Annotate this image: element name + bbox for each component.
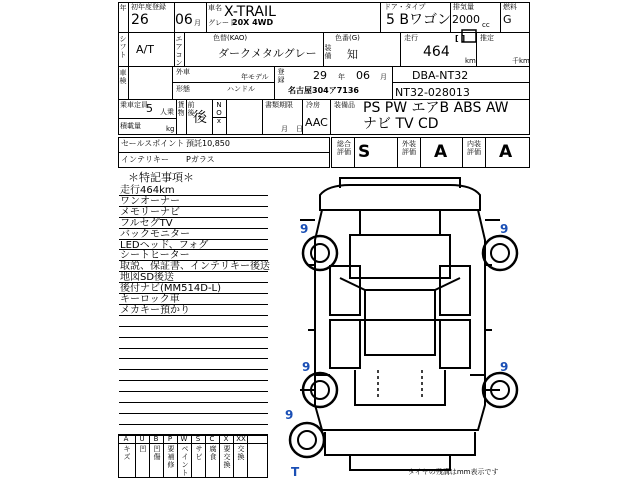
shape-label: 形態 — [176, 85, 190, 93]
tire-depth-spare: 9 — [285, 408, 294, 422]
drive-label: 前後 — [187, 101, 195, 117]
overall-grade-label: 総合評価 — [337, 140, 351, 156]
notes-rule — [119, 402, 268, 403]
overall-grade: S — [358, 142, 371, 162]
door-type: 5 Bワゴン — [386, 12, 451, 28]
legend-code: U — [139, 435, 145, 443]
sales-point-value: 預託10,850 — [186, 139, 230, 148]
note-item: 取説、保証書、インテリキー後送 — [120, 261, 270, 272]
load-unit: kg — [166, 125, 175, 133]
import-label: 外車 — [176, 68, 190, 76]
refrigerant-value: AAC — [305, 116, 328, 129]
notes-rule — [119, 424, 268, 425]
tekka: 知 — [347, 48, 358, 61]
note-item: フルセグTV — [120, 218, 173, 229]
notes-rule — [119, 391, 268, 392]
legend-meaning: ペイント — [181, 445, 189, 477]
notes-rule — [119, 369, 268, 370]
exterior-grade-label: 外装評価 — [402, 140, 416, 156]
note-item: メモリーナビ — [120, 207, 180, 218]
inspect-month: 06 — [356, 69, 370, 82]
inspection-label: 車検 — [119, 69, 127, 85]
grade-label: グレード — [208, 19, 236, 27]
legend-code: P — [167, 435, 173, 443]
legend-meaning: サビ — [195, 445, 203, 461]
legend-meaning: 要補修 — [167, 445, 175, 469]
first-reg-label: 初年度登録 — [131, 3, 166, 11]
legend-meaning: 要交換 — [223, 445, 231, 469]
notes-rule — [119, 326, 268, 327]
note-item: 後付ナビ(MM514D-L) — [120, 283, 222, 294]
legend-meaning: キズ — [123, 445, 131, 461]
renewal-day: 日 — [296, 125, 303, 133]
notes-title: ＊特記事項＊ — [128, 171, 194, 184]
aircon-label: エアコン — [175, 35, 183, 67]
interior-grade-label: 内装評価 — [467, 140, 481, 156]
note-item: バックモニター — [120, 229, 190, 240]
legend-meaning: 腐食 — [209, 445, 217, 461]
exterior-grade: A — [434, 142, 448, 162]
interior-key-value: Pガラス — [186, 155, 215, 164]
cc-unit: cc — [482, 21, 490, 29]
tire-depth-rear-left: 9 — [302, 360, 311, 374]
capacity: 5 — [146, 102, 153, 115]
color-no-label: 色番(G) — [335, 34, 360, 42]
estimate-label: 推定 — [480, 34, 494, 42]
legend-code: XX — [236, 435, 246, 443]
plate: 名古屋304ア7136 — [288, 86, 359, 95]
notes-rule — [119, 380, 268, 381]
tekka-label: 装備 — [324, 44, 332, 60]
equipment-line1: PS PW エアB ABS AW — [363, 100, 509, 116]
legend-code: X — [223, 435, 229, 443]
inspect-year: 29 — [313, 69, 327, 82]
car-name-label: 車名 — [208, 4, 222, 12]
renewal-label: 書類期限 — [265, 101, 293, 109]
interior-key-label: インテリキー — [121, 155, 169, 164]
notes-rule — [119, 413, 268, 414]
shift: A/T — [136, 43, 154, 56]
note-item: シートヒーター — [120, 250, 190, 261]
notes-rule — [119, 337, 268, 338]
mileage-label: 走行 — [404, 34, 418, 42]
car-name: X-TRAIL — [224, 4, 276, 20]
refrigerant-label: 冷房 — [306, 101, 320, 109]
grade-value: 20X 4WD — [232, 18, 274, 27]
note-item: LEDヘッド、フォグ — [120, 240, 209, 251]
first-reg-year-label: 年 — [119, 4, 127, 12]
notes-rule — [119, 348, 268, 349]
note-item: 走行464km — [120, 185, 175, 196]
legend-code: W — [180, 435, 188, 443]
color-value: ダークメタルグレー — [218, 47, 317, 60]
chassis-no: NT32-028013 — [395, 86, 470, 99]
inspect-month-label: 月 — [380, 73, 387, 81]
legend-code: S — [195, 435, 201, 443]
load-label: 積載量 — [120, 122, 141, 130]
cargo-label: 貨物 — [177, 101, 185, 117]
note-item: メカキー預かり — [120, 305, 190, 316]
tire-depth-front-left: 9 — [300, 222, 309, 236]
nox-label: NOx — [216, 101, 222, 125]
fuel-label: 燃料 — [503, 3, 517, 11]
vehicle-diagram — [270, 170, 640, 480]
estimate-unit: 千km — [512, 57, 530, 65]
note-item: キーロック車 — [120, 294, 180, 305]
tire-note: タイヤの残溝はmm表示です — [408, 468, 499, 476]
color-label: 色替(KAO) — [213, 34, 248, 42]
door-type-label: ドア・タイプ — [384, 3, 426, 11]
mileage-bracket: [ ] — [455, 34, 466, 43]
fuel: G — [503, 13, 512, 26]
mileage-unit: km — [465, 57, 476, 65]
first-reg-year: 26 — [131, 12, 149, 28]
registration-label: 登録 — [277, 68, 285, 84]
sales-point-label: セールスポイント — [121, 139, 185, 148]
displacement-label: 排気量 — [453, 3, 474, 11]
model-code: DBA-NT32 — [412, 69, 469, 82]
equipment-line2: ナビ TV CD — [363, 116, 439, 132]
legend-code: C — [209, 435, 215, 443]
legend-meaning: 交換 — [237, 445, 245, 461]
equipment-label: 装備品 — [334, 101, 355, 109]
note-item: 地図SD後送 — [120, 272, 175, 283]
legend-meaning: 凹 — [139, 445, 147, 453]
interior-grade: A — [499, 142, 513, 162]
legend-meaning: 凹傷 — [153, 445, 161, 461]
mileage: 464 — [423, 44, 450, 60]
spare-tire-mark: T — [291, 465, 300, 479]
inspect-year-label: 年 — [338, 73, 345, 81]
capacity-unit: 人乗 — [160, 108, 174, 116]
handle-label: ハンドル — [227, 85, 255, 93]
model-year-label: 年モデル — [241, 73, 269, 81]
first-reg-month: 06 — [175, 12, 193, 28]
legend-code: A — [123, 435, 129, 443]
first-reg-month-label: 月 — [194, 19, 201, 27]
drive-value: 後 — [193, 110, 207, 126]
note-item: ワンオーナー — [120, 196, 180, 207]
legend-code: B — [153, 435, 159, 443]
tire-depth-rear-right: 9 — [500, 360, 509, 374]
notes-rule — [119, 358, 268, 359]
displacement: 2000 — [452, 13, 480, 26]
shift-label: シフト — [119, 35, 127, 59]
capacity-label: 乗車定員 — [120, 101, 148, 109]
tire-depth-front-right: 9 — [500, 222, 509, 236]
renewal-month: 月 — [281, 125, 288, 133]
